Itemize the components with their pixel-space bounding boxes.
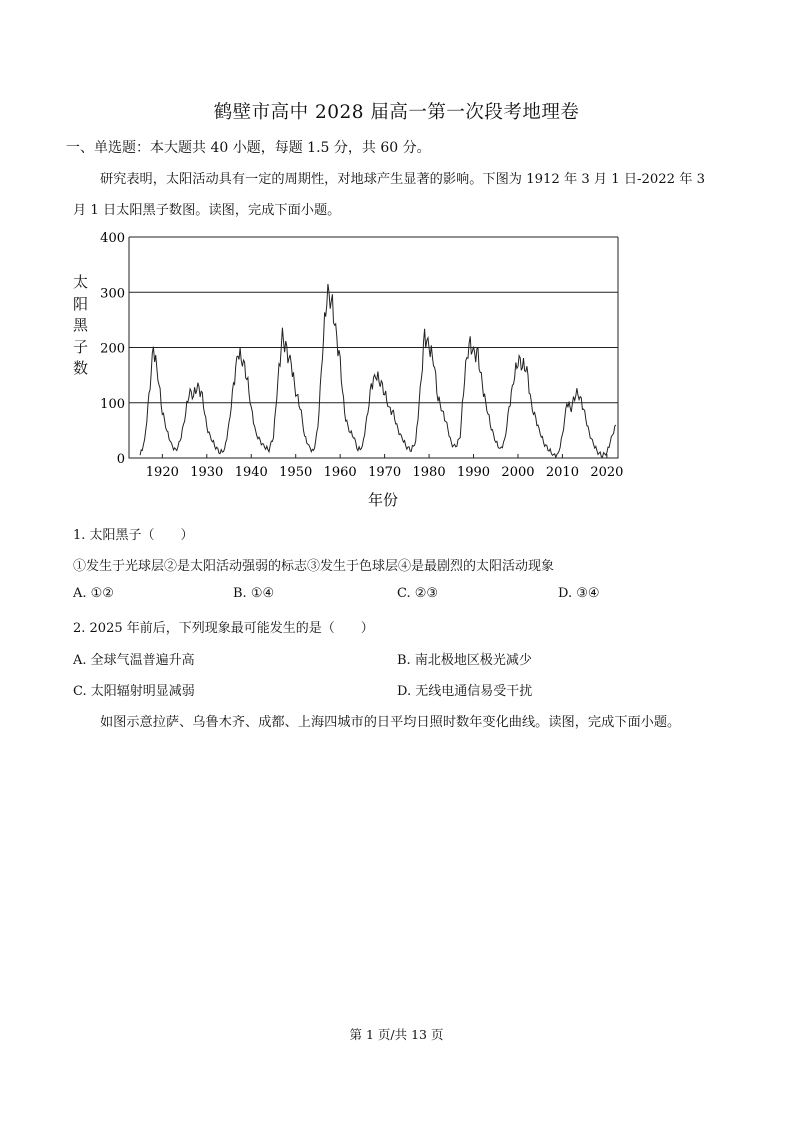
x-tick-label: 1970 xyxy=(368,465,402,480)
sunspot-chart xyxy=(0,0,793,520)
intro-line-2: 月 1 日太阳黑子数图。读图，完成下面小题。 xyxy=(73,203,341,218)
y-tick-labels xyxy=(100,231,125,467)
x-tick-label: 1960 xyxy=(323,465,357,480)
q2-option-d[interactable]: D. 无线电通信易受干扰 xyxy=(397,684,533,699)
q1-option-c[interactable]: C. ②③ xyxy=(397,586,439,601)
x-tick-label: 2000 xyxy=(501,465,535,480)
x-axis-label: 年份 xyxy=(367,491,399,509)
q1-statements: ①发生于光球层②是太阳活动强弱的标志③发生于色球层④是最剧烈的太阳活动现象 xyxy=(73,559,555,574)
sunspot-series-line xyxy=(140,284,616,457)
y-tick-label: 200 xyxy=(100,341,125,357)
y-axis-label-char: 阳 xyxy=(73,294,89,313)
x-tick-label: 1920 xyxy=(145,465,179,480)
x-tick-label: 2010 xyxy=(545,465,579,480)
q2-stem: 2. 2025 年前后，下列现象最可能发生的是（ ） xyxy=(73,621,374,636)
y-tick-label: 0 xyxy=(116,452,125,467)
x-tick-label: 1940 xyxy=(234,465,268,480)
q1-option-b[interactable]: B. ①④ xyxy=(233,586,275,601)
intro2: 如图示意拉萨、乌鲁木齐、成都、上海四城市的日平均日照时数年变化曲线。读图，完成下面小题。 xyxy=(100,715,681,730)
x-tick-label: 1930 xyxy=(190,465,224,480)
q2-option-a[interactable]: A. 全球气温普遍升高 xyxy=(73,653,195,668)
chart-grid xyxy=(129,237,618,458)
q1-option-d[interactable]: D. ③④ xyxy=(558,586,600,601)
section-heading: 一、单选题：本大题共 40 小题，每题 1.5 分，共 60 分。 xyxy=(66,140,431,156)
x-tick-label: 1980 xyxy=(412,465,446,480)
y-axis-label-char: 太 xyxy=(73,273,89,291)
y-axis-label-char: 黑 xyxy=(73,316,89,334)
y-axis-label-chars xyxy=(73,272,88,380)
y-axis-label xyxy=(73,272,88,380)
y-axis-label-char: 数 xyxy=(73,359,89,377)
x-tick-label: 1950 xyxy=(279,465,313,480)
x-tick-label: 2020 xyxy=(590,465,624,480)
y-axis-label-char: 子 xyxy=(73,337,89,356)
q1-stem: 1. 太阳黑子（ ） xyxy=(73,528,194,543)
y-tick-label: 100 xyxy=(100,396,125,412)
page-title: 鹤壁市高中 2028 届高一第一次段考地理卷 xyxy=(213,102,580,123)
q1-option-a[interactable]: A. ①② xyxy=(73,586,114,601)
page-footer: 第 1 页/共 13 页 xyxy=(349,1027,444,1042)
y-tick-label: 400 xyxy=(100,231,125,246)
y-tick-label: 300 xyxy=(100,286,125,302)
q2-option-b[interactable]: B. 南北极地区极光减少 xyxy=(397,653,532,668)
intro-line-1: 研究表明，太阳活动具有一定的周期性，对地球产生显著的影响。下图为 1912 年 3 月 1 日-2022 年 3 xyxy=(100,172,706,187)
q2-option-c[interactable]: C. 太阳辐射明显减弱 xyxy=(73,684,195,699)
x-tick-label: 1990 xyxy=(456,465,491,480)
